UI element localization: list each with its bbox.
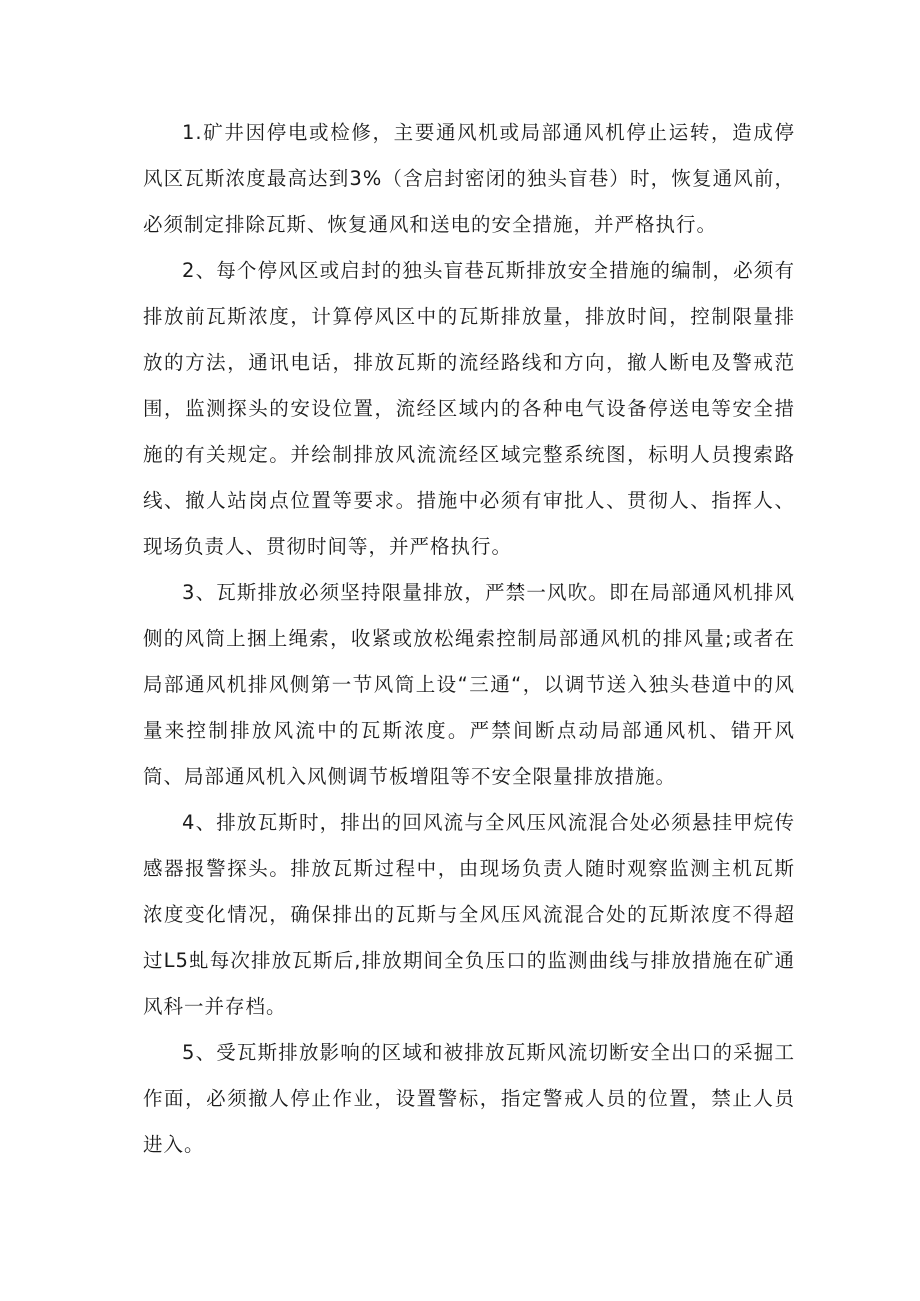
paragraph-4: 4、排放瓦斯时，排出的回风流与全风压风流混合处必须悬挂甲烷传感器报警探头。排放瓦斯过程中，由现场负责人随时观察监测主机瓦斯浓度变化情况，确保排出的瓦斯与全风压风流混合处的瓦斯浓度不得超过L5虬每次排放瓦斯后,排放期间全负压口的监测曲线与排放措施在矿通风科一并存档。 (143, 811, 795, 1018)
paragraph-1: 1.矿井因停电或检修，主要通风机或局部通风机停止运转，造成停风区瓦斯浓度最高达到3%（含启封密闭的独头盲巷）时，恢复通风前，必须制定排除瓦斯、恢复通风和送电的安全措施，并严格执行。 (143, 121, 795, 236)
document-body (143, 110, 795, 1168)
paragraph-2: 2、每个停风区或启封的独头盲巷瓦斯排放安全措施的编制，必须有排放前瓦斯浓度，计算停风区中的瓦斯排放量，排放时间，控制限量排放的方法，通讯电话，排放瓦斯的流经路线和方向，撤人断电及警戒范围，监测探头的安设位置，流经区域内的各种电气设备停送电等安全措施的有关规定。并绘制排放风流流经区域完整系统图，标明人员搜索路线、撤人站岗点位置等要求。措施中必须有审批人、贯彻人、指挥人、现场负责人、贯彻时间等，并严格执行。 (143, 259, 795, 558)
paragraph-5: 5、受瓦斯排放影响的区域和被排放瓦斯风流切断安全出口的采掘工作面，必须撤人停止作业，设置警标，指定警戒人员的位置，禁止人员进入。 (143, 1041, 795, 1156)
paragraph-3: 3、瓦斯排放必须坚持限量排放，严禁一风吹。即在局部通风机排风侧的风筒上捆上绳索，收紧或放松绳索控制局部通风机的排风量;或者在局部通风机排风侧第一节风筒上设“三通“，以调节送入独头巷道中的风量来控制排放风流中的瓦斯浓度。严禁间断点动局部通风机、错开风筒、局部通风机入风侧调节板增阻等不安全限量排放措施。 (143, 581, 795, 788)
